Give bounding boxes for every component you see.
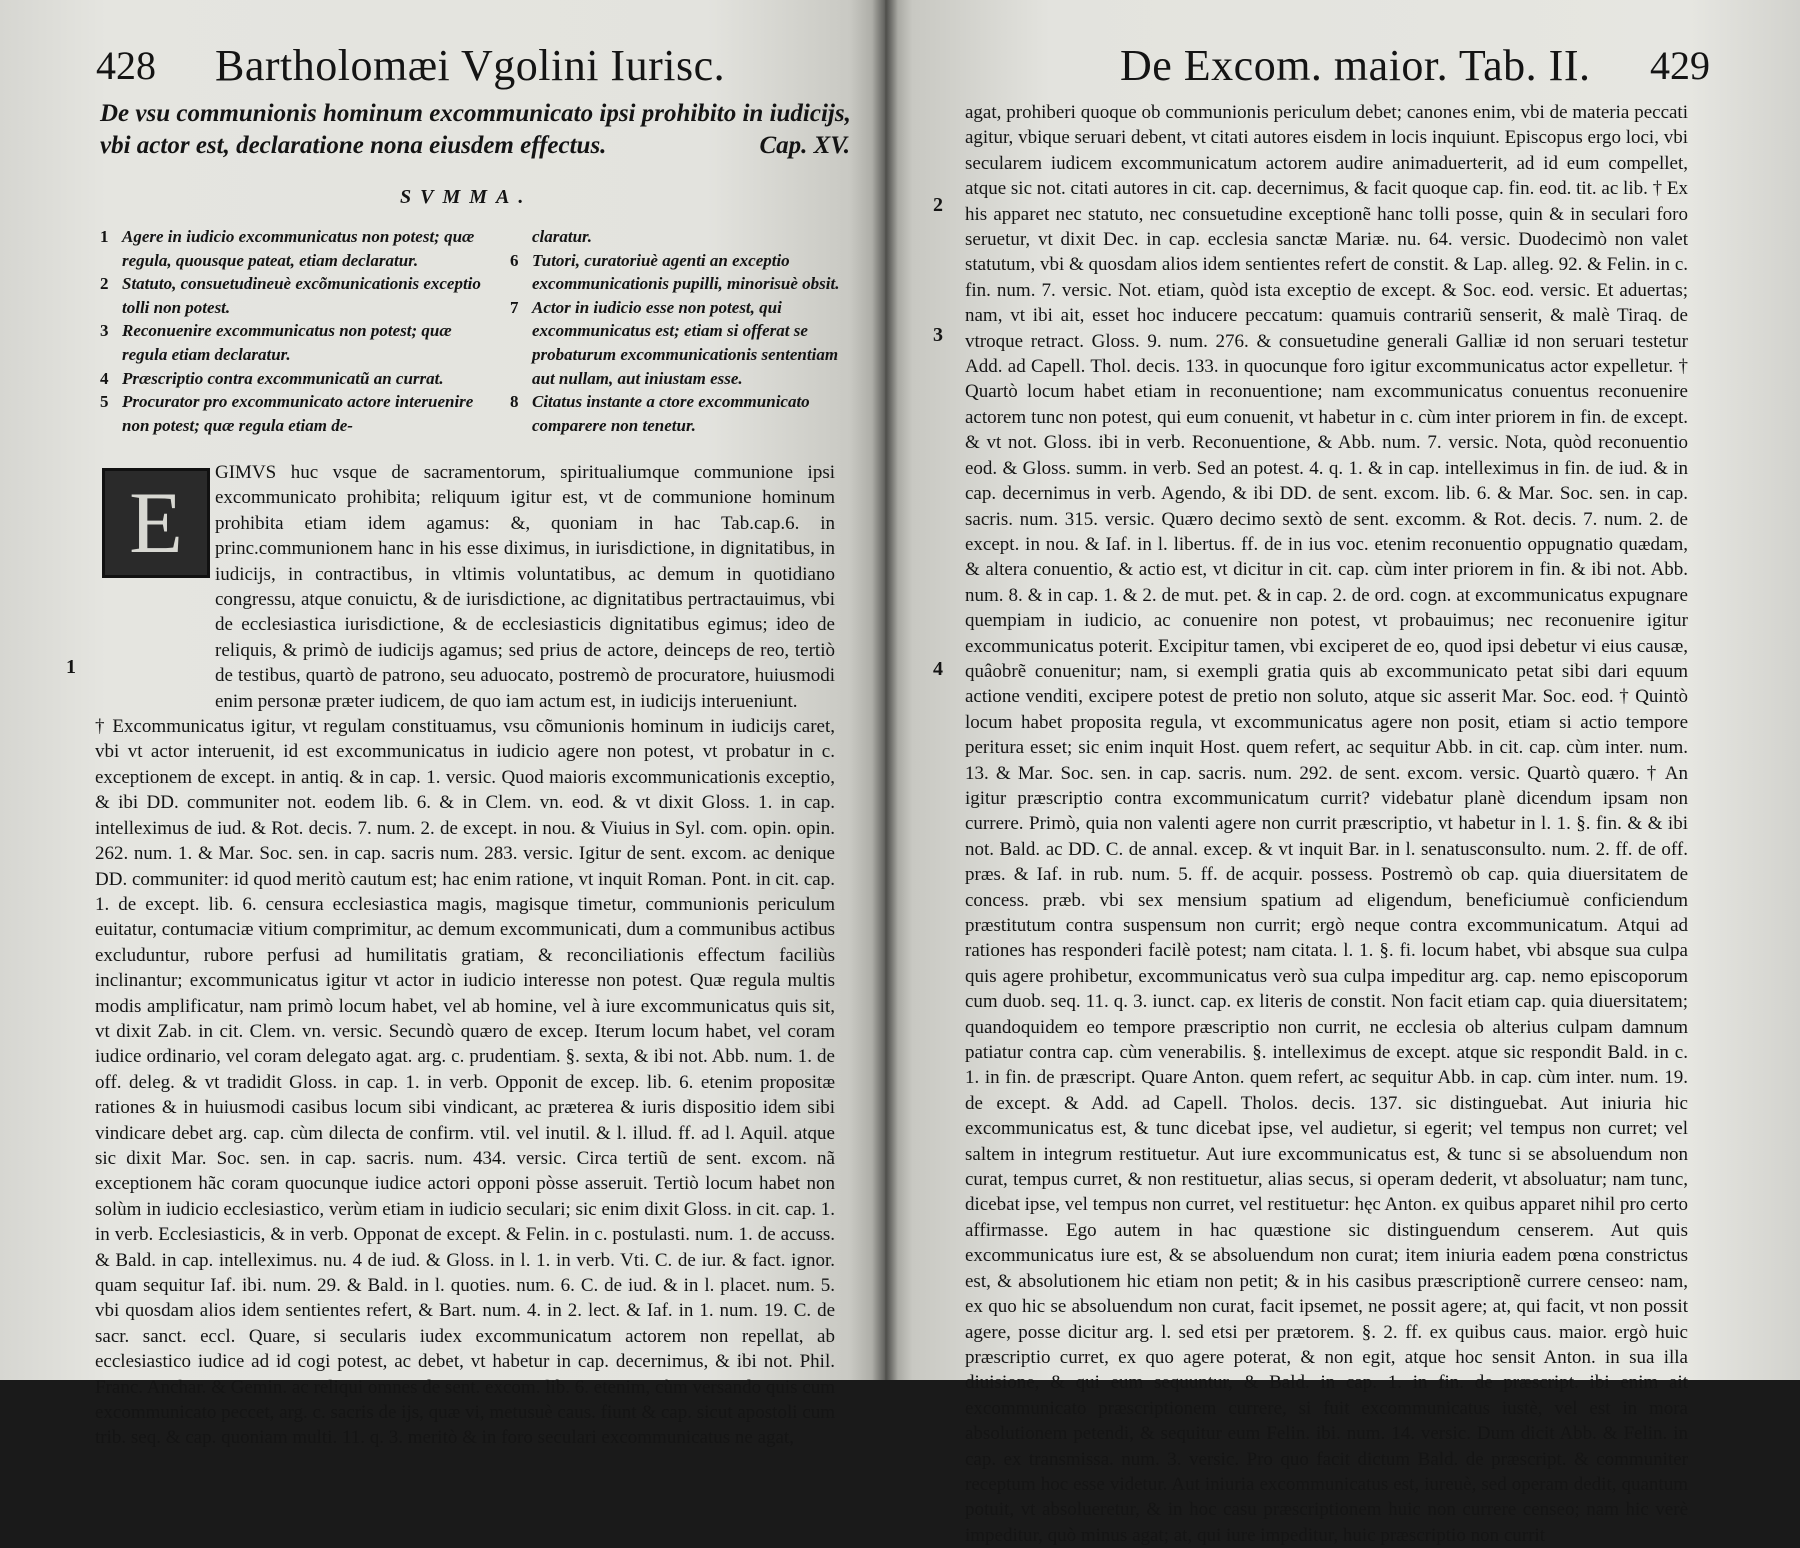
margin-note-number: 4 <box>933 658 943 680</box>
body-opening: GIMVS huc vsque de sacramentorum, spiritualiumque communione ipsi excommunicato prohibita; reliquum igitur est, vt de communione hominum prohibita etiam idem agamus: &, quoniam in hac Tab.cap.6. in princ.communionem hanc in his esse diximus, in iurisdictione, in dignitatibus, in iudicijs, in contractibus, in vltimis voluntatibus, ac demum in quotidiano congressu, atque conuictu, & de iurisdictione, ac dignitatibus pertractauimus, vbi de ecclesiastica iurisdictione, & de ecclesiasticis dignitatibus egimus; ideo de reliquis, & primò de iudicijs agamus; sed prius de actore, deinceps de reo, tertiò de testibus, quartò de patrono, seu aduocato, postremò de procuratore, huiusmodi enim personæ præter iudicem, de quo iam actum est, in iudicijs interueniunt. <box>215 462 835 712</box>
body-paragraph: agat, prohiberi quoque ob communionis periculum debet; canones enim, vbi de materia peccati agitur, vbique seruari debent, vt citati autores eisdem in locis inquiunt. Episcopus ergo loci, vbi secularem iudicem excommunicatum actorem audire animaduerterit, ad id eum compellet, atque sic not. citati autores in cit. cap. decernimus, & facit quoque cap. fin. eod. tit. ac lib. † Ex his apparet nec statuto, nec consuetudine exceptionẽ hanc tolli posse, quin & in seculari foro seruetur, vt dixit Dec. in cap. ecclesia sanctæ Mariæ. nu. 64. versic. Duodecimò non valet statutum, vbi & quosdam alios idem sentientes refert de constit. & Lap. alleg. 92. & Felin. in c. fin. num. 7. versic. Not. etiam, quòd ista exceptio de except. & Soc. eod. versic. Et aduertas; nam, vt ibi ait, esset hoc inducere peccatum: quamuis contrariũ senserit, & malè Tiraq. de vtroque retract. Gloss. 9. num. 276. & consuetudine generali Galliæ id non seruari testetur Add. ad Capell. Thol. decis. 133. in quocunque foro igitur excommunicatus actor expelletur. † Quartò locum habet etiam in reconuentione; nam excommunicatus conuentus reconuenire actorem tunc non potest, qui eum conuenit, vt habetur in c. cùm inter priorem in fin. de except. & vt not. Gloss. ibi in verb. Reconuentione, & Abb. num. 7. versic. Nota, quòd reconuentio eod. & Gloss. summ. in verb. Sed an potest. 4. q. 1. & in cap. intelleximus in fin. de iud. & in cap. decernimus in verb. Agendo, & ibi DD. de sent. excom. lib. 6. & Mar. Soc. sen. in cap. sacris. num. 315. versic. Quæro decimo sextò de sent. excomm. & Rot. decis. 7. num. 2. de except. in nou. & Iaf. in l. libertus. ff. de in ius voc. etenim reconuentio oppugnatio quædam, & altera conuentio, & actio est, vt dicitur in cit. cap. cùm inter priorem in fin. & ibi not. Abb. num. 8. & in cap. 1. & 2. de mut. pet. & in cap. 2. de ord. cogn. at excommunicatus expugnare quempiam in iudicio, ac conuenire non potest, vt probauimus; nec reconuenire igitur excommunicatus poterit. Excipitur tamen, vbi exciperet de eo, quod ipsi debetur vi eius causæ, quâobrẽ conuenitur; nam, si exempli gratia quis ab excommunicato petat sibi dari equum actione venditi, excipere potest de pretio non soluto, atque sic asserit Mar. Soc. eod. † Quintò locum habet proposita regula, vt excommunicatus agere non posit, etiam si actio tempore peritura esset; sic enim inquit Host. quem refert, ac sequitur Abb. in cit. cap. cùm inter. num. 13. & Mar. Soc. sen. in cap. sacris. num. 292. de sent. excom. versic. Quartò quæro. † An igitur præscriptio contra excommunicatum currit? videbatur planè dicendum ipsam non currere. Primò, quia non valenti agere non currit præscriptio, vt habetur in l. 1. §. fin. & & ibi not. Bald. ac DD. C. de annal. excep. & vt inquit Bar. in l. senatusconsulto. num. 2. ff. de off. præs. & Iaf. in rub. num. 5. ff. de acquir. possess. Postremò ob cap. quia diuersitatem de concess. præb. vbi sex mensium spatium ad eligendum, beneficiumuè conficiendum præstitutum contra suspensum non currit; ergò neque contra excommunicatum. Atqui ad rationes has responderi facilè potest; nam citata. l. 1. §. fi. locum habet, vbi absque sua culpa quis agere prohibetur, excommunicatus verò sua culpa impeditur arg. cap. nemo episcoporum cum duob. seq. 11. q. 3. iunct. cap. ex literis de constit. Non facit etiam cap. quia diuersitatem; quandoquidem eo tempore præscriptio non currit, ne ecclesia ob alterius culpam damnum patiatur contra cap. cùm venerabilis. §. intelleximus de except. atque sic respondit Bald. in c. 1. in fin. de præscript. Quare Anton. quem refert, ac sequitur Abb. in cap. cùm inter. num. 19. de except. & Add. ad Capell. Tholos. decis. 137. sic distinguebat. Aut iniuria hic excommunicatus est, & tunc dicebat ipse, vel audietur, si egerit; vel tempus non curret; vel saltem in integrum restituetur. Aut iure excommunicatus est, & tunc si se absoluendum non curat, tempus curret, & non restituetur, alias secus, si operam dederit, vt absoluatur; nam tunc, dicebat ipse, vel tempus non curret, vel restituetur: hęc Anton. ex quibus apparet nihil pro certo affirmasse. Ego autem in hac quæstione sic distinguendum censerem. Aut quis excommunicatus iure est, & se absoluendum non curat; item iniuria eadem pœna constrictus est, & absolutionem hic etiam non petit; & in his casibus præscriptionẽ currere censeo: nam, ex quo hic se absoluendum non curat, facit ipsemet, ne possit agere; at, qui facit, vt non possit agere, posse dicitur arg. l. sed etsi per prætorem. §. 2. ff. ex quibus caus. maior. ergò huic præscriptio curret, ex quo agere poterat, & non egit, atque hoc sensit Anton. in sua illa diuisione, & qui eum sequuntur, & Bald. in cap. 1. in fin. de præscript. ibi enim ait excommunicato præscriptionem currere, si fuit excommunicatus iustè, vel est in mora absolutionem petendi, & sequitur eum Felin. ibi. num. 14. versic. Dum dicit Abb. & Felin. in cap. ex transmissa. num. 3. versic. Pro quo facit dictum Bald. de præscript. & communiter receptum hoc esse videtur. Aut iniuria excommunicatus est, iureuè, sed operam dedit, quantum potuit, vt absolueretur, & in hoc casu præscriptionem huic non currere censeo; nam hic verè impeditur, quò minus agat; at, qui iure impeditur, huic præscriptio non currit <box>965 102 1688 1546</box>
right-page <box>885 0 1800 1546</box>
left-body-text <box>95 460 835 1451</box>
decorated-initial: E <box>102 468 210 578</box>
chapter-label: Cap. XV. <box>759 132 850 159</box>
summary-item: 5 Procurator pro excommunicato actore interuenire non potest; quæ regula etiam de- <box>100 392 474 435</box>
summary-item: 1 Agere in iudicio excommunicatus non potest; quæ regula, quousque pateat, etiam declaratur. <box>100 227 475 270</box>
summary-column-2 <box>510 225 840 437</box>
chapter-title: De vsu communionis hominum excommunicato ipsi prohibito in iudicijs, vbi actor est, declaratione nona eiusdem effectus. <box>100 100 851 159</box>
page-number: 428 <box>96 43 156 88</box>
running-head: Bartholomæi Vgolini Iurisc. <box>215 41 726 90</box>
summary-item: 4 Præscriptio contra excommunicatũ an currat. <box>100 368 444 388</box>
running-head: De Excom. maior. Tab. II. <box>1120 41 1591 90</box>
margin-note-number: 3 <box>933 324 943 346</box>
margin-note-number: 2 <box>933 194 943 216</box>
summary-item: 7 Actor in iudicio esse non potest, qui excommunicatus est; etiam si offerat se probaturum excommunicationis sententiam aut nullam, aut iniustam esse. <box>510 297 839 388</box>
summary-item: 3 Reconuenire excommunicatus non potest; quæ regula etiam declaratur. <box>100 321 452 364</box>
summary-column-1 <box>100 225 495 437</box>
margin-note-number: 1 <box>66 656 76 678</box>
chapter-heading <box>100 98 860 162</box>
right-body-text <box>965 100 1688 1548</box>
body-paragraph: † Excommunicatus igitur, vt regulam constituamus, vsu cõmunionis hominum in iudicijs caret, vbi vt actor interuenit, id est excommunicatus in iudicio agere non potest, vt probatur in c. exceptionem de except. in antiq. & in cap. 1. versic. Quod maioris excommunicationis exceptio, & ibi DD. communiter not. eodem lib. 6. & in Clem. vn. eod. & vt dixit Gloss. 1. in cap. intelleximus de iud. & Rot. decis. 7. num. 2. de except. in nou. & Viuius in Syl. com. opin. opin. 262. num. 1. & Mar. Soc. sen. in cap. sacris num. 283. versic. Igitur de sent. excom. ac denique DD. communiter: id quod meritò cautum est; hac enim ratione, vt inquit Roman. Pont. in cit. cap. 1. de except. lib. 6. censura ecclesiastica magis, magisque timetur, communionis periculum euitatur, contumaciæ vitium comprimitur, ac demum excommunicati, dum a communibus actibus excluduntur, rubore perfusi ad humilitatis gratiam, & reconciliationis effectum faciliùs inclinantur; excommunicatus igitur vt actor in iudicio interesse non potest. Quæ regula multis modis amplificatur, nam primò locum habet, vel ab homine, vel à iure excommunicatus quis sit, vt dixit Zab. in cit. Clem. vn. versic. Secundò quæro de excep. Iterum locum habet, vel coram iudice ordinario, vel coram delegato agat. arg. c. prudentiam. §. sexta, & ibi not. Abb. num. 1. de off. deleg. & vt tradidit Gloss. in cap. 1. in verb. Opponit de excep. lib. 6. etenim propositæ rationes & in huiusmodi casibus locum sibi vindicant, ac præterea & iuris dispositio idem sibi vindicare debet arg. cap. cùm dilecta de confirm. vtil. vel inutil. & l. illud. ff. ad l. Aquil. atque sic dixit Mar. Soc. sen. in cap. sacris. num. 434. versic. Circa tertiũ de sent. excom. nã exceptionem hãc coram quocunque iudice actori opponi pòsse asseruit. Tertiò locum habet non solùm in iudicio ecclesiastico, verùm etiam in iudicio seculari; sic enim dixit Gloss. in cit. cap. 1. in verb. Ecclesiasticis, & in verb. Opponat de except. & Felin. in c. postulasti. num. 1. de accuss. & Bald. in cap. intelleximus. nu. 4 de iud. & Gloss. in l. 1. in verb. Vti. C. de iur. & fact. ignor. quam sequitur Iaf. ibi. num. 29. & Bald. in l. quoties. num. 6. C. de iud. & in l. placet. num. 5. vbi quosdam alios idem sentientes refert, & Bart. num. 4. in 2. lect. & Iaf. in 1. num. 19. C. de sacr. sanct. eccl. Quare, si secularis iudex excommunicatum actorem non repellat, ab ecclesiastico iudice ad id cogi potest, ac debet, vt habetur in cap. decernimus, & ibi not. Phil. Franc. Anchar. & Gemin. ac reliqui omnes de sent. excom. lib. 6. etenim, cùm versando quis cum excommunicato peccet, arg. c. sacris de ijs, quæ vi, metusuè caus. fiunt & cap. sicut apostoli cum trib. seq. & cap. quoniam multi. 11. q. 3. meritò & in foro seculari excommunicatus ne agat, <box>95 716 835 1449</box>
left-page <box>0 0 885 1449</box>
summary-item: 6 Tutori, curatoriuè agenti an exceptio excommunicationis pupilli, minorisuè obsit. <box>510 250 840 294</box>
book-gutter <box>872 0 898 1380</box>
summary-continuation: claratur. <box>532 227 592 246</box>
summary-item: 2 Statuto, consuetudineuè excõmunicationis exceptio tolli non potest. <box>100 274 481 317</box>
summary-item: 8 Citatus instante a ctore excommunicato comparere non tenetur. <box>510 392 810 435</box>
page-number: 429 <box>1650 43 1710 88</box>
summary-heading: SVMMA. <box>400 186 533 208</box>
